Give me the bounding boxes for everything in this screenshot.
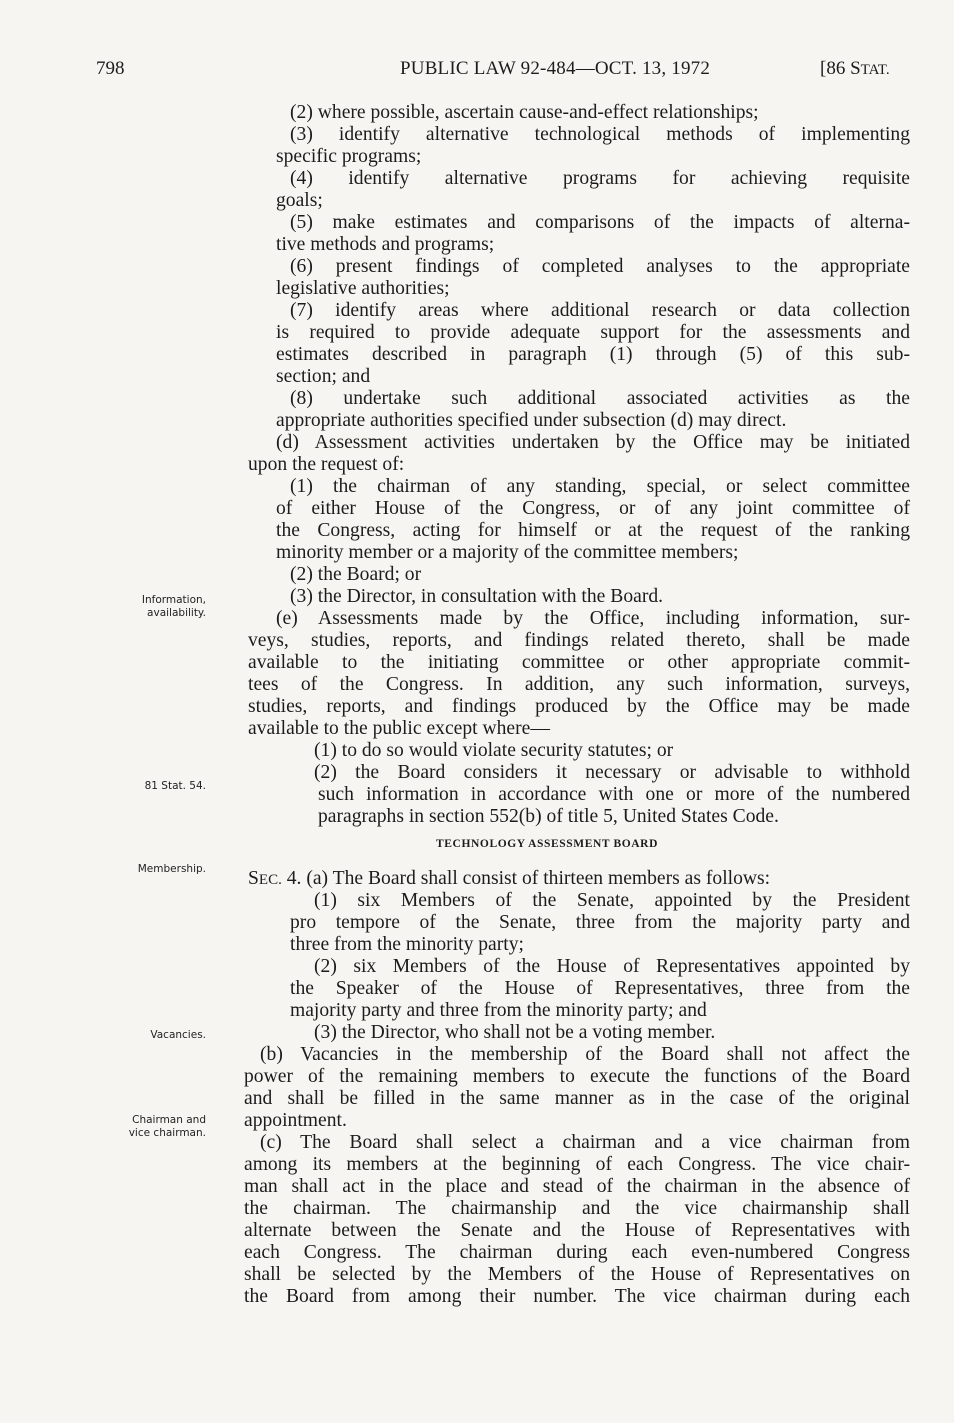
text-line: studies, reports, and findings produced by the Office may be made bbox=[248, 696, 910, 717]
text-line: specific programs; bbox=[276, 146, 422, 167]
text-line: the Board from among their number. The vice chairman during each bbox=[244, 1286, 910, 1307]
text-line: tive methods and programs; bbox=[276, 234, 495, 255]
text-line: the chairman. The chairmanship and the vice chairmanship shall bbox=[244, 1198, 910, 1219]
page-number: 798 bbox=[96, 58, 125, 79]
text-line: available to the public except where— bbox=[248, 718, 550, 739]
text-line: alternate between the Senate and the House of Representatives with bbox=[244, 1220, 910, 1241]
text-line: is required to provide adequate support for the assessments and bbox=[276, 322, 910, 343]
sec-4-text: 4. (a) The Board shall consist of thirteen members as follows: bbox=[286, 868, 771, 889]
text-line: (7) identify areas where additional research or data collection bbox=[290, 300, 910, 321]
margin-note-membership: Membership. bbox=[137, 863, 206, 875]
text-line: (3) the Director, in consultation with the Board. bbox=[290, 586, 664, 607]
margin-note-information: Information, availability. bbox=[141, 594, 206, 619]
text-line: and shall be filled in the same manner as in the case of the original bbox=[244, 1088, 910, 1109]
text-line: goals; bbox=[276, 190, 323, 211]
text-line: three from the minority party; bbox=[290, 934, 524, 955]
text-line: legislative authorities; bbox=[276, 278, 450, 299]
text-line: (1) the chairman of any standing, special, or select committee bbox=[290, 476, 910, 497]
text-line: (2) the Board considers it necessary or advisable to withhold bbox=[314, 762, 910, 783]
stat-suffix: TAT. bbox=[860, 62, 890, 78]
text-line: (4) identify alternative programs for achieving requisite bbox=[290, 168, 910, 189]
text-line: (5) make estimates and comparisons of the impacts of alterna- bbox=[290, 212, 910, 233]
text-line: power of the remaining members to execute the functions of the Board bbox=[244, 1066, 910, 1087]
sec-label-ec: EC. bbox=[258, 872, 282, 888]
text-line: the Congress, acting for himself or at the request of the ranking bbox=[276, 520, 910, 541]
text-line: (b) Vacancies in the membership of the Board shall not affect the bbox=[260, 1044, 910, 1065]
text-line: (2) six Members of the House of Representatives appointed by bbox=[314, 956, 910, 977]
statute-reference bbox=[820, 58, 890, 80]
text-line: (2) where possible, ascertain cause-and-effect relationships; bbox=[290, 102, 759, 123]
text-line: (3) the Director, who shall not be a voting member. bbox=[314, 1022, 716, 1043]
margin-note-vacancies: Vacancies. bbox=[150, 1029, 206, 1041]
text-line: estimates described in paragraph (1) through (5) of this sub- bbox=[276, 344, 910, 365]
text-line: among its members at the beginning of each Congress. The vice chair- bbox=[244, 1154, 910, 1175]
text-line: pro tempore of the Senate, three from the majority party and bbox=[290, 912, 910, 933]
stat-prefix: [86 S bbox=[820, 58, 861, 79]
text-line: majority party and three from the minority party; and bbox=[290, 1000, 707, 1021]
text-line: minority member or a majority of the committee members; bbox=[276, 542, 739, 563]
text-line: (1) to do so would violate security statutes; or bbox=[314, 740, 674, 761]
running-title: PUBLIC LAW 92-484—OCT. 13, 1972 bbox=[400, 58, 711, 79]
text-line: the Speaker of the House of Representatives, three from the bbox=[290, 978, 910, 999]
margin-note-chairman: Chairman and vice chairman. bbox=[128, 1114, 206, 1139]
text-line: (3) identify alternative technological methods of implementing bbox=[290, 124, 910, 145]
section-heading: TECHNOLOGY ASSESSMENT BOARD bbox=[436, 838, 658, 850]
text-line bbox=[248, 868, 910, 891]
text-line: (e) Assessments made by the Office, including information, sur- bbox=[276, 608, 910, 629]
sec-label-s: S bbox=[248, 868, 259, 889]
text-line: tees of the Congress. In addition, any such information, surveys, bbox=[248, 674, 910, 695]
text-line: (c) The Board shall select a chairman and a vice chairman from bbox=[260, 1132, 910, 1153]
text-line: each Congress. The chairman during each even-numbered Congress bbox=[244, 1242, 910, 1263]
text-line: section; and bbox=[276, 366, 371, 387]
text-line: (8) undertake such additional associated activities as the bbox=[290, 388, 910, 409]
text-line: veys, studies, reports, and findings related thereto, shall be made bbox=[248, 630, 910, 651]
text-line: appointment. bbox=[244, 1110, 347, 1131]
text-line: upon the request of: bbox=[248, 454, 405, 475]
text-line: such information in accordance with one or more of the numbered bbox=[318, 784, 910, 805]
text-line: man shall act in the place and stead of the chairman in the absence of bbox=[244, 1176, 910, 1197]
text-line: (d) Assessment activities undertaken by the Office may be initiated bbox=[276, 432, 910, 453]
text-line: (6) present findings of completed analyses to the appropriate bbox=[290, 256, 910, 277]
text-line: appropriate authorities specified under subsection (d) may direct. bbox=[276, 410, 787, 431]
text-line: of either House of the Congress, or of any joint committee of bbox=[276, 498, 910, 519]
margin-note-stat-ref: 81 Stat. 54. bbox=[144, 780, 206, 792]
text-line: (2) the Board; or bbox=[290, 564, 422, 585]
text-line: available to the initiating committee or other appropriate commit- bbox=[248, 652, 910, 673]
text-line: paragraphs in section 552(b) of title 5, United States Code. bbox=[318, 806, 779, 827]
text-line: shall be selected by the Members of the House of Representatives on bbox=[244, 1264, 910, 1285]
text-line: (1) six Members of the Senate, appointed by the President bbox=[314, 890, 910, 911]
